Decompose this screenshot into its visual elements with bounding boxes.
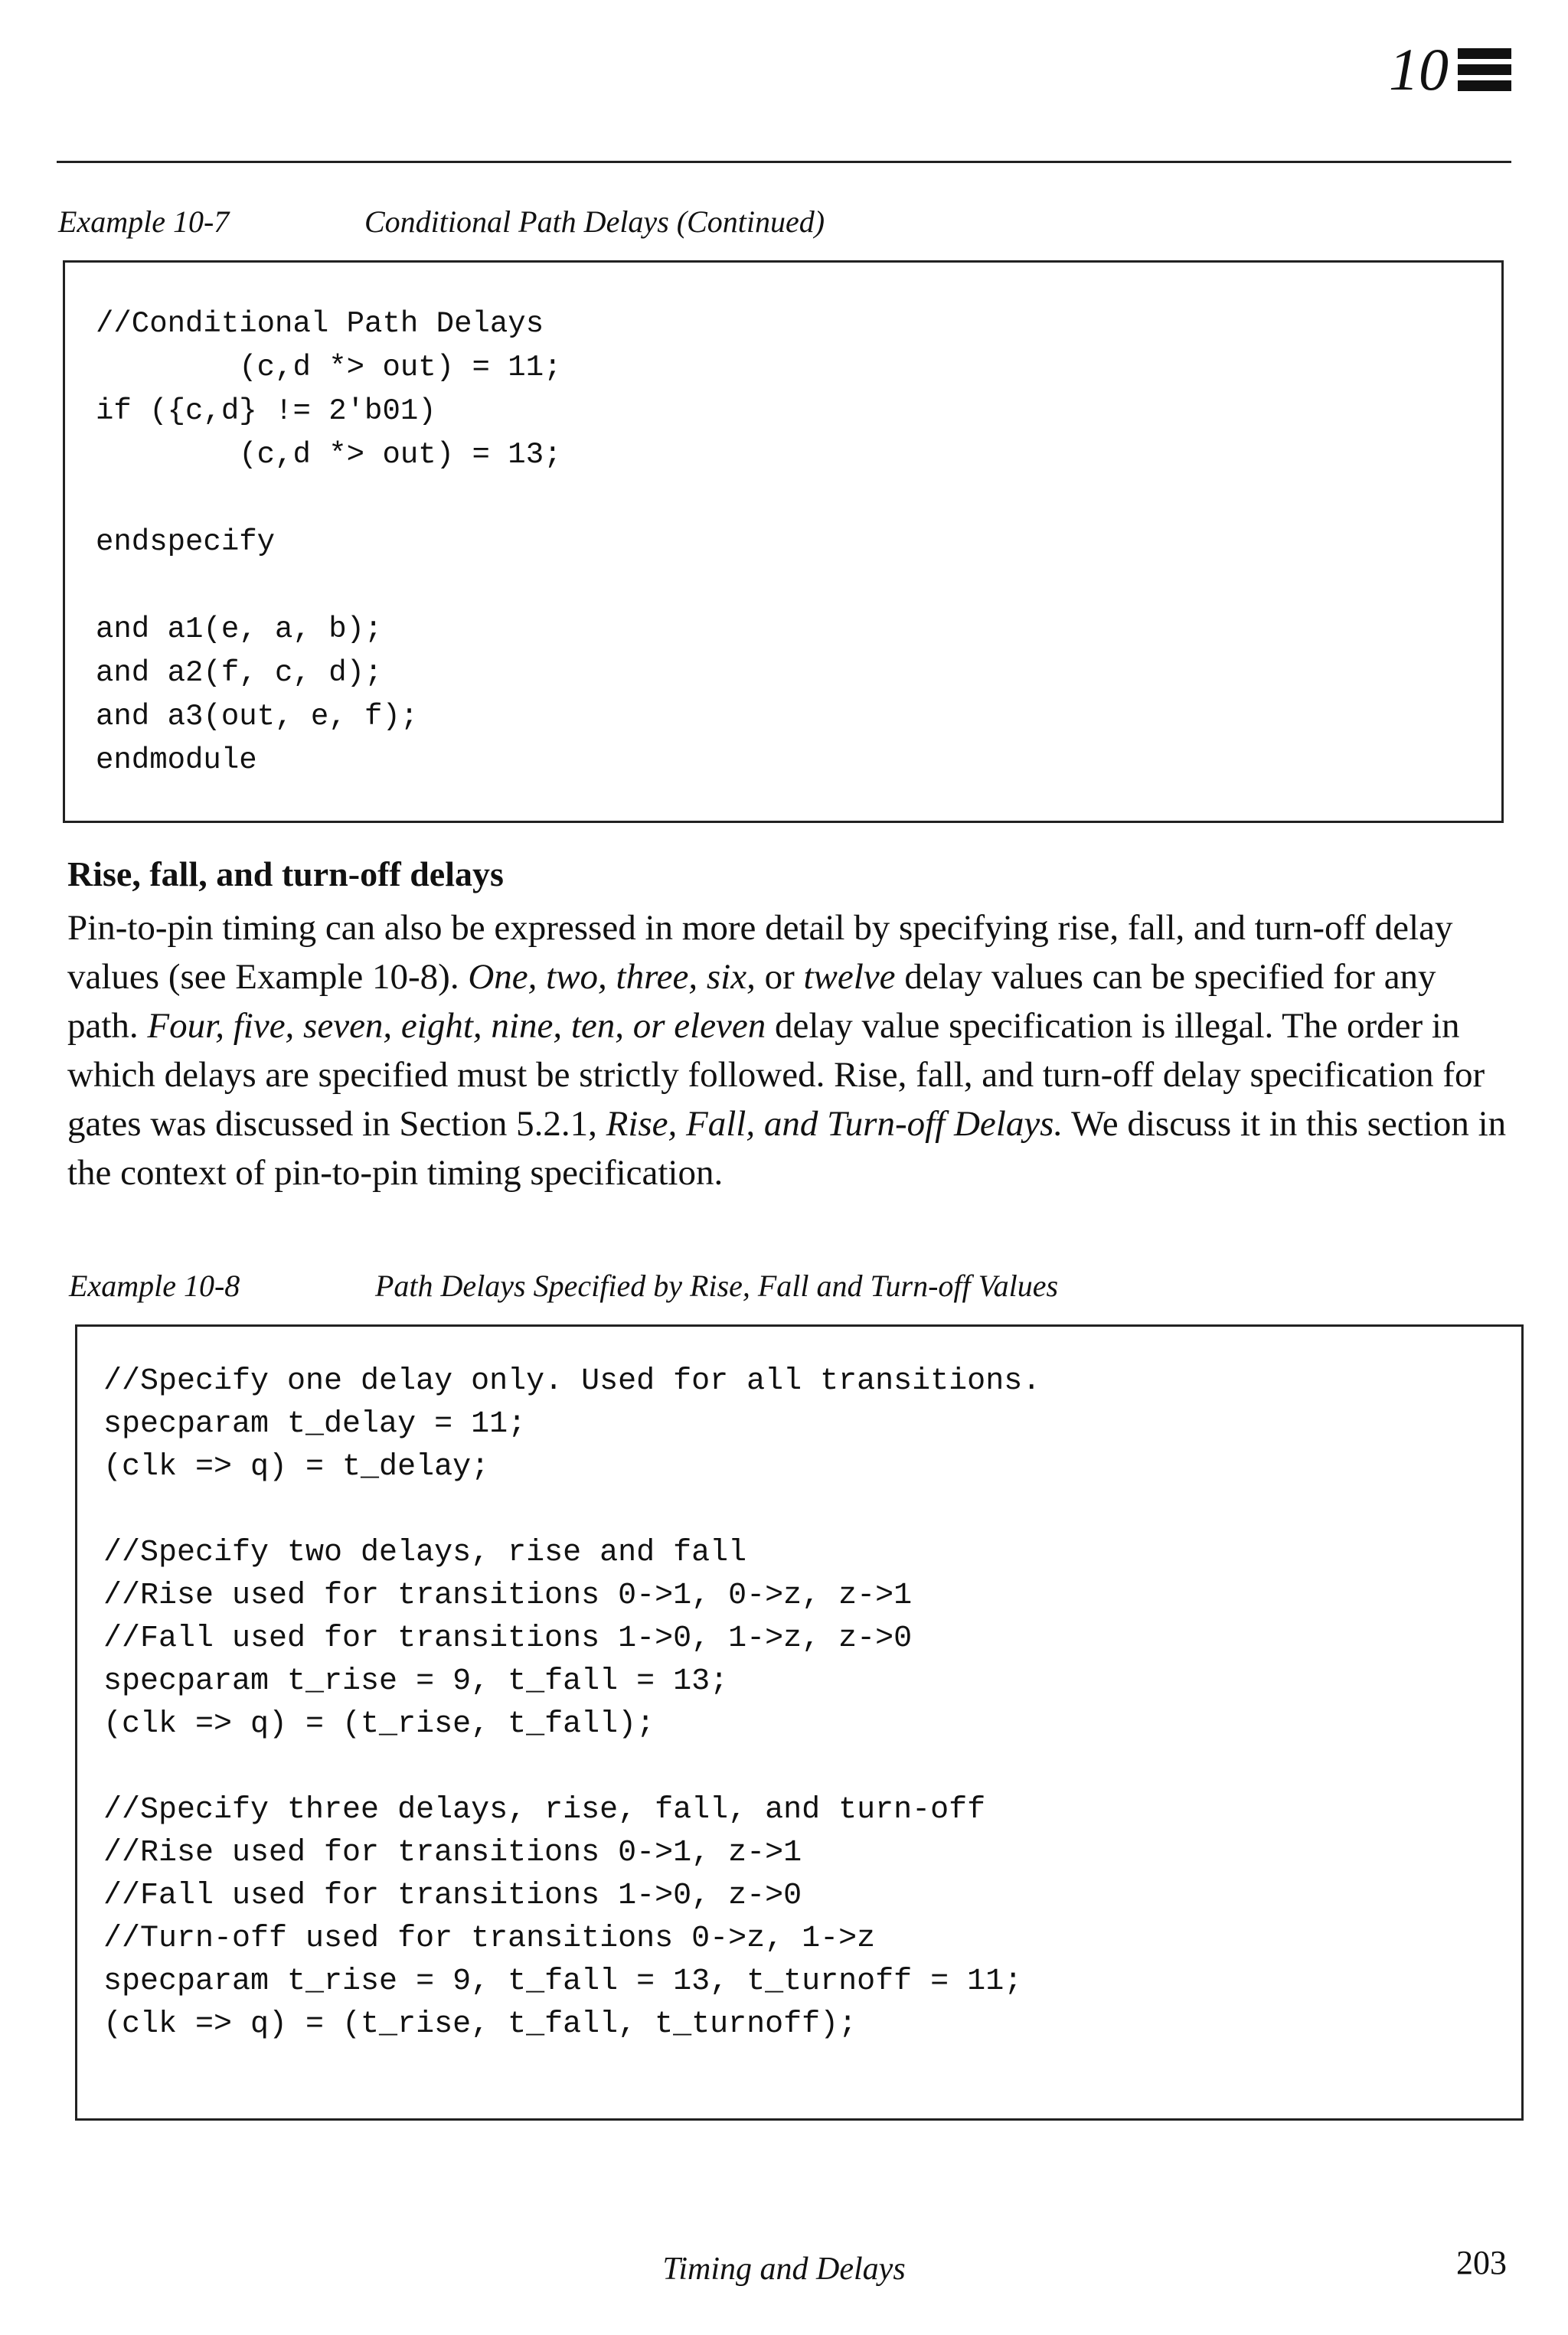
chapter-tab-bars (1458, 48, 1511, 91)
paragraph-text: delay values can be specified for any path. (67, 957, 1436, 1046)
example-10-7-title: Conditional Path Delays (Continued) (364, 204, 825, 239)
paragraph-text: Pin-to-pin timing can also be expressed in more detail by specifying rise, fall, and turn-off delay values (see Example 10-8). (67, 908, 1453, 997)
paragraph-emphasis: twelve (803, 957, 896, 997)
chapter-bar (1458, 48, 1511, 59)
example-10-8-caption (69, 1271, 1058, 1301)
example-10-7-label: Example 10-7 (58, 204, 230, 239)
example-10-8-title: Path Delays Specified by Rise, Fall and Turn-off Values (375, 1269, 1059, 1303)
example-10-8-label: Example 10-8 (69, 1269, 240, 1303)
paragraph-emphasis: One, two, three, six, (468, 957, 756, 997)
chapter-marker (1389, 36, 1511, 103)
example-10-7-caption (58, 204, 825, 239)
example-10-8-code: //Specify one delay only. Used for all transitions. specparam t_delay = 11; (clk => q) = t_delay; //Specify two delays, rise and fall //Rise used for transitions 0->1, 0->z, z->1 //Fall used for transitions 1->0, 1->z, z->0 specparam t_rise = 9, t_fall = 13; (clk => q) = (t_rise, t_fall); //Specify three delays, rise, fall, and turn-off //Rise used for transitions 0->1, z->1 //Fall used for transitions 1->0, z->0 //Turn-off used for transitions 0->z, 1->z specparam t_rise = 9, t_fall = 13, t_turnoff = 11; (clk => q) = (t_rise, t_fall, t_turnoff); (103, 1364, 1041, 2042)
section-paragraph (67, 903, 1507, 1197)
paragraph-emphasis: Four, five, seven, eight, nine, ten, or eleven (147, 1006, 766, 1046)
page-number: 203 (1456, 2244, 1507, 2281)
chapter-bar (1458, 80, 1511, 91)
example-10-8-code-box (75, 1324, 1524, 2121)
chapter-bar (1458, 64, 1511, 75)
example-10-7-code: //Conditional Path Delays (c,d *> out) = 11; if ({c,d} != 2'b01) (c,d *> out) = 13; endspecify and a1(e, a, b); and a2(f, c, d); and a3(out, e, f); endmodule (96, 307, 562, 777)
paragraph-text: delay value specification is illegal. The order in which delays are specified must be strictly followed. Rise, fall, and turn-off delay specification for gates was discussed in Section 5.2.1, (67, 1006, 1485, 1144)
paragraph-text: or (755, 957, 804, 997)
paragraph-text: We discuss it in this section in the context of pin-to-pin timing specification. (67, 1104, 1507, 1193)
paragraph-emphasis: Rise, Fall, and Turn-off Delays. (606, 1104, 1063, 1144)
chapter-number: 10 (1389, 36, 1449, 103)
running-footer-title: Timing and Delays (662, 2252, 906, 2287)
example-10-7-code-box (63, 260, 1504, 823)
header-rule (57, 161, 1511, 163)
section-heading: Rise, fall, and turn-off delays (67, 854, 504, 893)
